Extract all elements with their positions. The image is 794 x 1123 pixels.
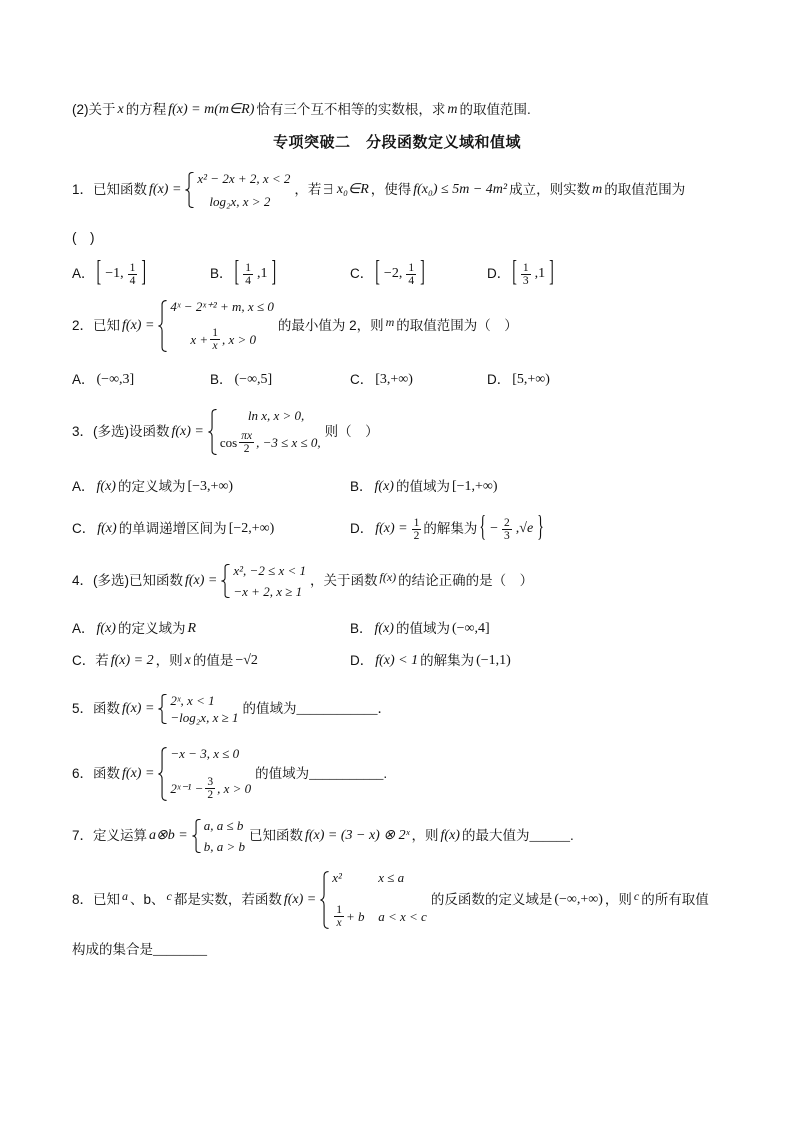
option-text1: ，则	[155, 653, 183, 669]
prev-q-var-x: x	[117, 102, 124, 117]
left-brace-icon	[185, 172, 194, 208]
p6-piecewise	[158, 747, 251, 801]
p2-case-2-post: , x > 0	[221, 332, 256, 347]
p1-case-1: x² − 2x + 2, x < 2	[197, 171, 291, 186]
fraction	[521, 262, 531, 287]
p2-text1: 的最小值为 2，则	[277, 318, 384, 334]
p7-text3: 的最大值为	[461, 828, 530, 844]
option-label: D．	[350, 521, 374, 537]
p5-end: ．	[377, 701, 391, 717]
p2-option-a	[72, 370, 136, 390]
p8-text4: 的所有取值	[641, 892, 709, 908]
p1-text4: 的取值范围为	[604, 182, 686, 198]
p3-text1: 则（ ）	[324, 424, 379, 440]
p4-text2: 的结论正确的是（ ）	[398, 573, 534, 589]
set-neg: −	[490, 521, 499, 536]
fraction	[205, 776, 215, 801]
p2-lead: 2．已知	[72, 318, 121, 334]
p8-line2: 构成的集合是	[72, 942, 153, 958]
p4-text1: ，关于函数	[310, 573, 378, 589]
set-close-brace: }	[537, 512, 544, 544]
fraction	[243, 262, 253, 287]
p7-fx: f(x) = (3 − x) ⊗ 2ˣ	[304, 828, 410, 843]
fraction-denominator: x	[212, 340, 218, 352]
left-brace-icon	[221, 564, 230, 598]
option-text: 的值域为	[395, 621, 450, 637]
p6-case-1: −x − 3, x ≤ 0	[170, 746, 240, 761]
p3-cases	[217, 409, 321, 455]
p6-text1: 的值域为	[255, 766, 310, 782]
option-var-x: x	[184, 653, 191, 668]
option-inequality: f(x) < 1	[375, 653, 419, 668]
option-label: D．	[487, 372, 511, 388]
p4-case-2: −x + 2, x ≥ 1	[233, 584, 303, 599]
option-value: (−1,1)	[476, 653, 511, 668]
p1-inequality: f(x₀) ≤ 5m − 4m²	[413, 182, 508, 197]
p2-fx: f(x) =	[122, 318, 155, 333]
option-text: 的定义域为	[117, 479, 186, 495]
p5-fx: f(x) =	[122, 701, 155, 716]
problem-7	[72, 819, 574, 853]
p6-answer-blank: ___________	[309, 766, 384, 782]
fraction-numerator: 1	[522, 261, 529, 274]
p1-option-a	[72, 257, 148, 291]
previous-question-part-2	[72, 100, 531, 120]
set-rest: ,√e	[515, 521, 534, 536]
close-bracket: ]	[549, 257, 554, 289]
fraction	[128, 262, 138, 287]
p8-case-1	[332, 871, 427, 884]
option-fx: f(x)	[96, 621, 116, 636]
option-fx: f(x)	[374, 479, 394, 494]
p3-lead: 3．(多选)设函数	[72, 424, 170, 440]
option-text: 的单调递增区间为	[118, 521, 227, 537]
option-label: B．	[350, 479, 373, 495]
p3-option-a	[72, 477, 235, 497]
option-value: (−∞,3]	[96, 372, 135, 387]
problem-8	[72, 870, 709, 930]
left-brace-icon	[192, 819, 201, 853]
left-brace-icon	[158, 300, 167, 352]
fraction-numerator: 1	[212, 327, 218, 339]
p1-lead: 1．已知函数	[72, 182, 148, 198]
fraction-denominator: x	[336, 917, 342, 929]
problem-8-line-2	[72, 940, 207, 960]
option-label: A．	[72, 621, 95, 637]
p1-answer-paren-row	[72, 228, 95, 248]
option-label: D．	[350, 653, 374, 669]
p8-case-2-expr	[332, 904, 372, 929]
p7-case-1: a, a ≤ b	[203, 818, 244, 833]
left-brace-icon	[320, 871, 329, 929]
fraction-numerator: 1	[336, 904, 342, 916]
fraction-numerator: 2	[504, 516, 510, 529]
p5-case-1: 2ˣ, x < 1	[170, 693, 215, 708]
p1-option-c	[350, 257, 427, 291]
left-brace-icon	[158, 747, 167, 801]
option-fx: f(x)	[97, 521, 117, 536]
p5-answer-blank: ____________	[296, 701, 378, 717]
p7-text2: ，则	[411, 828, 439, 844]
p8-cases	[329, 871, 427, 929]
option-fx: f(x)	[96, 479, 116, 494]
p3-fx: f(x) =	[171, 424, 204, 439]
option-pre: −1,	[105, 266, 124, 281]
p4-lead: 4．(多选)已知函数	[72, 573, 183, 589]
option-value: −√2	[235, 653, 258, 668]
p7-piecewise	[192, 819, 245, 853]
p4-cases	[230, 564, 306, 598]
p8-var-c: c	[166, 889, 172, 903]
p1-case-2: log₂x, x > 2	[209, 194, 271, 209]
p3-option-d	[350, 512, 546, 546]
p4-piecewise	[221, 564, 306, 598]
p8-var-a: a	[122, 889, 129, 903]
p2-cases	[167, 300, 273, 352]
option-text: 的定义域为	[117, 621, 186, 637]
p1-text2: ，使得	[370, 182, 412, 198]
prev-q-text2: 恰有三个互不相等的实数根，求	[256, 102, 446, 118]
p8-case-2-cond: a < x < c	[378, 909, 427, 924]
p5-text1: 的值域为	[242, 701, 297, 717]
p2-option-c	[350, 370, 415, 390]
p8-domain: (−∞,+∞)	[554, 892, 603, 907]
p8-case-2-post: + b	[345, 909, 365, 924]
p8-answer-blank: ________	[153, 942, 207, 958]
p7-cases	[201, 819, 245, 853]
p6-fx: f(x) =	[122, 766, 155, 781]
p6-case-2	[170, 776, 251, 801]
prev-q-prefix: (2)关于	[72, 102, 116, 118]
p1-text1: ，若∃	[294, 182, 335, 198]
open-bracket: [	[96, 257, 102, 289]
close-bracket: ]	[271, 257, 277, 289]
option-label: C．	[350, 266, 374, 282]
p8-text3: ，则	[604, 892, 632, 908]
option-label: D．	[487, 266, 511, 282]
p1-var-m: m	[592, 182, 603, 197]
option-label: C．若	[72, 653, 109, 669]
option-value: [−2,+∞)	[228, 521, 275, 536]
p5-lead: 5．函数	[72, 701, 121, 717]
p6-end: .	[383, 766, 388, 782]
option-value: [−1,+∞)	[451, 479, 498, 494]
option-text: 的解集为	[423, 521, 478, 537]
prev-q-var-m: m	[447, 102, 458, 117]
left-brace-icon	[208, 409, 217, 455]
problem-6	[72, 746, 387, 802]
p8-case-2	[332, 904, 427, 929]
fraction-denominator: 2	[243, 443, 250, 455]
close-bracket: ]	[420, 257, 425, 289]
option-value: [3,+∞)	[375, 372, 413, 387]
p7-end: .	[569, 828, 574, 844]
section-title: 专项突破二 分段函数定义域和值域	[272, 133, 521, 151]
p6-lead: 6．函数	[72, 766, 121, 782]
p7-fx2: f(x)	[440, 828, 460, 843]
p2-case-1: 4ˣ − 2ˣ⁺² + m, x ≤ 0	[170, 299, 274, 314]
set-open-brace: {	[479, 512, 487, 544]
option-value: R	[187, 621, 197, 636]
option-post: ,1	[256, 266, 268, 281]
option-label: B．	[350, 621, 373, 637]
open-bracket: [	[375, 257, 380, 289]
fraction-numerator: πx	[241, 430, 253, 442]
p6-case-2-post: , x > 0	[217, 781, 252, 796]
p2-option-d	[487, 370, 552, 390]
p4-option-a	[72, 619, 198, 639]
p4-option-c	[72, 651, 260, 671]
p3-case-2-pre: cos	[219, 435, 238, 450]
prev-q-equation: f(x) = m(m∈R)	[168, 102, 255, 117]
fraction	[406, 262, 416, 287]
option-equation: f(x) = 2	[110, 653, 154, 668]
fraction	[502, 517, 512, 542]
option-label: B．	[210, 372, 233, 388]
p8-sep: 、b、	[130, 892, 165, 908]
p2-case-2-pre: x +	[190, 332, 209, 347]
problem-5	[72, 694, 391, 724]
p1-option-b	[210, 257, 278, 291]
fraction-denominator: 2	[413, 529, 420, 542]
fraction-denominator: 4	[129, 274, 136, 287]
p4-option-d	[350, 651, 513, 671]
open-bracket: [	[234, 257, 240, 289]
option-label: B．	[210, 266, 233, 282]
p1-cases	[194, 172, 290, 208]
p7-text1: 已知函数	[248, 828, 303, 844]
option-fx: f(x)	[374, 621, 394, 636]
p3-case-1: ln x, x > 0,	[247, 408, 305, 423]
option-label: C．	[72, 521, 96, 537]
option-post: ,1	[534, 266, 546, 281]
problem-1-stem	[72, 172, 685, 208]
option-fx: f(x) =	[375, 521, 408, 536]
p7-case-2: b, a > b	[203, 839, 245, 854]
option-text: 的值域为	[395, 479, 450, 495]
section-title-row	[0, 132, 794, 152]
p8-var-c2: c	[633, 889, 640, 903]
p2-option-b	[210, 370, 274, 390]
fraction-denominator: 4	[408, 274, 415, 287]
p5-cases	[167, 694, 238, 724]
p1-fx: f(x) =	[149, 182, 182, 197]
p1-option-d	[487, 257, 556, 291]
option-value: [5,+∞)	[512, 372, 550, 387]
fraction-denominator: 3	[522, 274, 529, 287]
p1-answer-paren: ( )	[72, 230, 95, 246]
p6-cases	[167, 747, 251, 801]
p5-piecewise	[158, 694, 238, 724]
p8-text2: 的反函数的定义域是	[430, 892, 553, 908]
fraction	[412, 517, 422, 542]
option-label: A．	[72, 479, 95, 495]
p1-text3: 成立，则实数	[509, 182, 591, 198]
p3-case-2	[220, 430, 321, 455]
p1-piecewise	[185, 172, 290, 208]
p8-case-1-expr: x²	[332, 870, 342, 885]
option-pre: −2,	[383, 266, 403, 281]
prev-q-text3: 的取值范围.	[459, 102, 531, 118]
option-label: C．	[350, 372, 374, 388]
fraction-numerator: 1	[245, 261, 251, 274]
p4-option-b	[350, 619, 492, 639]
p3-case-2-post: , −3 ≤ x ≤ 0,	[256, 435, 321, 450]
problem-2-stem	[72, 299, 518, 353]
option-value: [−3,+∞)	[187, 479, 234, 494]
option-label: A．	[72, 372, 95, 388]
p3-option-c	[72, 512, 276, 546]
option-label: A．	[72, 266, 95, 282]
option-value: (−∞,5]	[234, 372, 273, 387]
fraction-numerator: 1	[413, 516, 420, 529]
prev-q-text1: 的方程	[125, 102, 167, 118]
fraction-numerator: 1	[129, 261, 136, 274]
p8-piecewise	[320, 871, 427, 929]
p2-case-2	[170, 327, 273, 352]
fraction-numerator: 1	[408, 261, 415, 274]
fraction-denominator: 3	[504, 529, 510, 542]
p2-var-m: m	[385, 315, 395, 329]
option-text: 的解集为	[420, 653, 475, 669]
option-value: (−∞,4]	[451, 621, 490, 636]
p3-option-b	[350, 477, 500, 497]
p8-lead: 8．已知	[72, 892, 121, 908]
fraction	[210, 327, 220, 352]
p2-text2: 的取值范围为（ ）	[396, 318, 518, 334]
p2-piecewise	[158, 300, 273, 352]
p8-case-1-cond: x ≤ a	[378, 870, 405, 885]
open-bracket: [	[512, 257, 517, 289]
p8-text1: 都是实数，若函数	[173, 892, 282, 908]
close-bracket: ]	[141, 257, 147, 289]
option-text2: 的值是	[192, 653, 234, 669]
fraction-denominator: 2	[207, 789, 214, 801]
p7-answer-blank: ______	[529, 828, 570, 844]
p6-case-2-pre: 2ˣ⁻¹ −	[170, 781, 204, 796]
p4-fx2: f(x)	[379, 570, 397, 584]
p4-case-1: x², −2 ≤ x < 1	[233, 563, 306, 578]
fraction	[334, 904, 344, 929]
p7-lead: 7．定义运算	[72, 828, 148, 844]
p1-x0: x₀∈R	[336, 182, 369, 197]
fraction-numerator: 3	[207, 776, 214, 788]
left-brace-icon	[158, 694, 167, 724]
p3-piecewise	[208, 409, 321, 455]
p5-case-2: −log₂x, x ≥ 1	[170, 710, 239, 725]
problem-3-stem	[72, 408, 379, 456]
p8-fx: f(x) =	[283, 892, 317, 907]
fraction	[239, 430, 254, 455]
fraction-denominator: 4	[245, 274, 251, 287]
p4-fx: f(x) =	[185, 573, 218, 588]
problem-4-stem	[72, 564, 533, 598]
p7-operator: a⊗b =	[149, 828, 188, 843]
